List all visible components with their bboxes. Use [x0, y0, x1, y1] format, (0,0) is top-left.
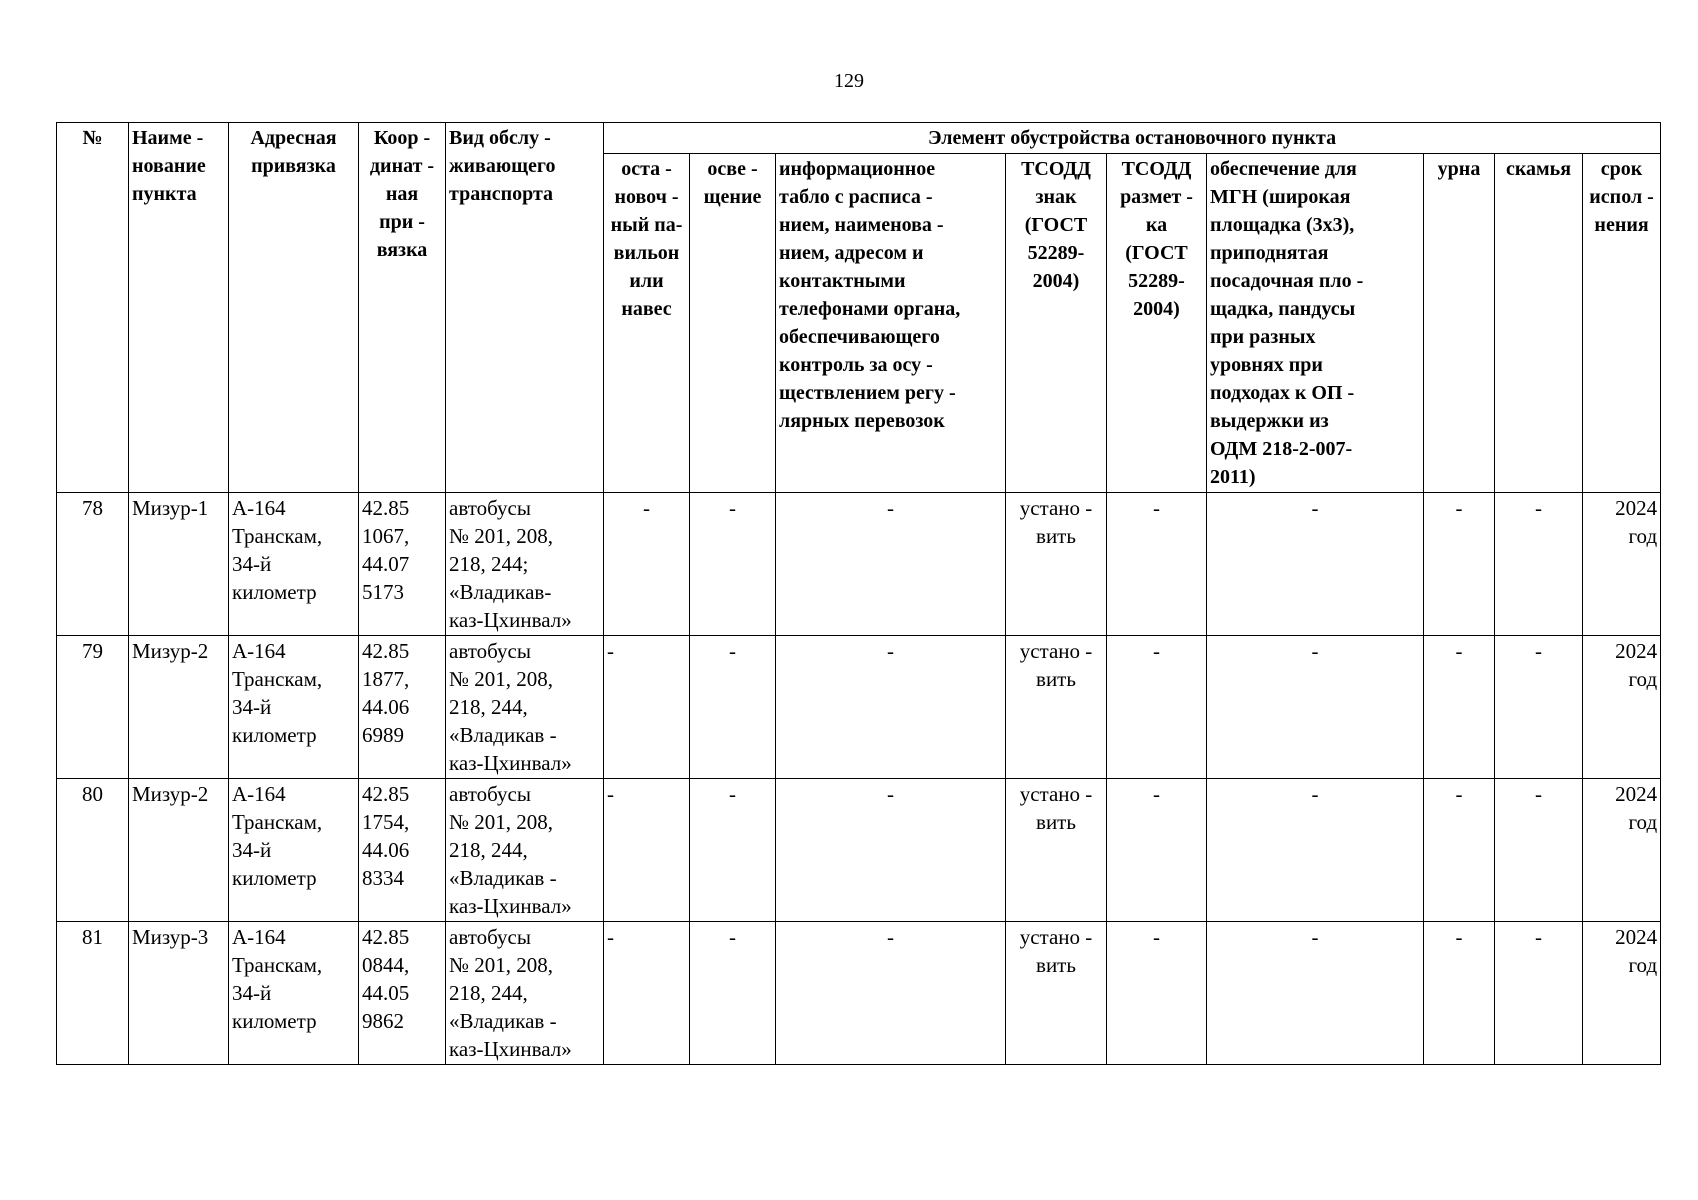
- cell-mgn: -: [1207, 779, 1424, 922]
- table-row: [57, 779, 1661, 922]
- table-body: [57, 493, 1661, 1065]
- cell-traffic-sign: устано - вить: [1006, 493, 1107, 636]
- cell-urn: -: [1424, 636, 1495, 779]
- col-header-address: Адресная привязка: [229, 123, 359, 493]
- cell-mgn: -: [1207, 922, 1424, 1065]
- col-header-deadline: срок испол - нения: [1583, 154, 1661, 493]
- cell-address: А-164 Транскам, 34-й километр: [229, 493, 359, 636]
- cell-lighting: -: [690, 493, 776, 636]
- cell-coordinates: 42.85 1877, 44.06 6989: [359, 636, 446, 779]
- cell-number: 80: [57, 779, 129, 922]
- col-header-bench: скамья: [1495, 154, 1583, 493]
- cell-bench: -: [1495, 779, 1583, 922]
- cell-deadline: 2024 год: [1583, 922, 1661, 1065]
- cell-number: 78: [57, 493, 129, 636]
- cell-transport: автобусы № 201, 208, 218, 244, «Владикав - каз-Цхинвал»: [446, 636, 604, 779]
- table-row: [57, 636, 1661, 779]
- cell-deadline: 2024 год: [1583, 779, 1661, 922]
- cell-lighting: -: [690, 779, 776, 922]
- col-header-coordinates: Коор - динат - ная при - вязка: [359, 123, 446, 493]
- cell-lighting: -: [690, 922, 776, 1065]
- table-header: [57, 123, 1661, 493]
- col-header-mgn-accessibility: обеспечение для МГН (широкая площадка (3х3), приподнятая посадочная пло - щадка, пандусы при разных уровнях при подходах к ОП - выдержки из ОДМ 218-2-007- 2011): [1207, 154, 1424, 493]
- cell-pavilion: -: [604, 779, 690, 922]
- cell-road-marking: -: [1107, 493, 1207, 636]
- cell-info-board: -: [776, 636, 1006, 779]
- cell-mgn: -: [1207, 493, 1424, 636]
- cell-info-board: -: [776, 922, 1006, 1065]
- table-row: [57, 493, 1661, 636]
- col-header-pavilion: оста - новоч - ный па- вильон или навес: [604, 154, 690, 493]
- col-header-elements-group: Элемент обустройства остановочного пункта: [604, 123, 1661, 154]
- cell-stop-name: Мизур-1: [129, 493, 229, 636]
- col-header-lighting: осве - щение: [690, 154, 776, 493]
- col-header-number: №: [57, 123, 129, 493]
- cell-info-board: -: [776, 493, 1006, 636]
- col-header-urn: урна: [1424, 154, 1495, 493]
- cell-transport: автобусы № 201, 208, 218, 244; «Владикав- каз-Цхинвал»: [446, 493, 604, 636]
- cell-deadline: 2024 год: [1583, 493, 1661, 636]
- cell-transport: автобусы № 201, 208, 218, 244, «Владикав - каз-Цхинвал»: [446, 922, 604, 1065]
- cell-mgn: -: [1207, 636, 1424, 779]
- cell-road-marking: -: [1107, 922, 1207, 1065]
- col-header-stop-name: Наиме - нование пункта: [129, 123, 229, 493]
- cell-bench: -: [1495, 493, 1583, 636]
- bus-stops-table: [56, 122, 1661, 1065]
- cell-traffic-sign: устано - вить: [1006, 922, 1107, 1065]
- cell-address: А-164 Транскам, 34-й километр: [229, 779, 359, 922]
- cell-pavilion: -: [604, 922, 690, 1065]
- cell-info-board: -: [776, 779, 1006, 922]
- col-header-road-marking: ТСОДД размет - ка (ГОСТ 52289- 2004): [1107, 154, 1207, 493]
- cell-stop-name: Мизур-2: [129, 636, 229, 779]
- cell-coordinates: 42.85 1067, 44.07 5173: [359, 493, 446, 636]
- table-row: [57, 922, 1661, 1065]
- cell-traffic-sign: устано - вить: [1006, 636, 1107, 779]
- cell-address: А-164 Транскам, 34-й километр: [229, 636, 359, 779]
- header-row-group: [57, 123, 1661, 154]
- cell-stop-name: Мизур-2: [129, 779, 229, 922]
- cell-address: А-164 Транскам, 34-й километр: [229, 922, 359, 1065]
- cell-stop-name: Мизур-3: [129, 922, 229, 1065]
- page-number: 129: [834, 70, 864, 92]
- col-header-transport-type: Вид обслу - живающего транспорта: [446, 123, 604, 493]
- cell-deadline: 2024 год: [1583, 636, 1661, 779]
- cell-bench: -: [1495, 636, 1583, 779]
- cell-road-marking: -: [1107, 779, 1207, 922]
- cell-urn: -: [1424, 922, 1495, 1065]
- col-header-traffic-sign: ТСОДД знак (ГОСТ 52289- 2004): [1006, 154, 1107, 493]
- cell-coordinates: 42.85 0844, 44.05 9862: [359, 922, 446, 1065]
- cell-pavilion: -: [604, 636, 690, 779]
- cell-bench: -: [1495, 922, 1583, 1065]
- cell-traffic-sign: устано - вить: [1006, 779, 1107, 922]
- cell-coordinates: 42.85 1754, 44.06 8334: [359, 779, 446, 922]
- cell-road-marking: -: [1107, 636, 1207, 779]
- col-header-info-board: информационное табло с расписа - нием, наименова - нием, адресом и контактными телефонами органа, обеспечивающего контроль за осу - ществлением регу - лярных перевозок: [776, 154, 1006, 493]
- cell-urn: -: [1424, 779, 1495, 922]
- cell-number: 79: [57, 636, 129, 779]
- cell-transport: автобусы № 201, 208, 218, 244, «Владикав - каз-Цхинвал»: [446, 779, 604, 922]
- cell-pavilion: -: [604, 493, 690, 636]
- cell-lighting: -: [690, 636, 776, 779]
- cell-urn: -: [1424, 493, 1495, 636]
- cell-number: 81: [57, 922, 129, 1065]
